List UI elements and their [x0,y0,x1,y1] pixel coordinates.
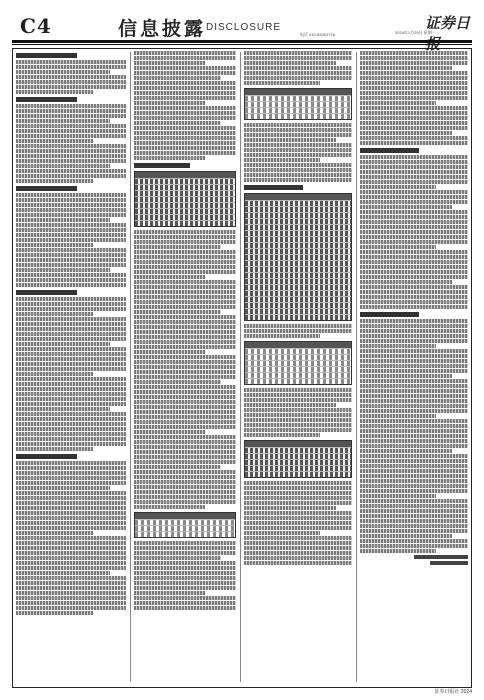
section-heading [16,454,77,459]
data-table [244,341,352,385]
signature-line [414,555,468,559]
section-heading [360,148,419,153]
page-number: C4 [20,14,52,38]
footer-note: 证券日报社 2024 [434,689,472,695]
section-heading [134,163,190,168]
column-divider [240,52,241,682]
masthead-rule-thin [12,44,472,45]
text-column-2 [134,50,236,611]
column-divider [356,52,357,682]
data-table [134,171,236,227]
issue-date: 2024年1月29日 星期一 [395,30,436,35]
section-heading [16,290,77,295]
text-column-4 [360,50,468,565]
section-title-en: DISCLOSURE [206,22,282,33]
section-heading [360,312,419,317]
hotline: 电话 010-83251716 [300,32,335,37]
text-column-1 [16,50,126,616]
section-heading [244,185,303,190]
data-table [244,193,352,321]
newspaper-logo: 证券日 [425,14,471,32]
section-title: 信息披露 [118,18,207,40]
data-table [244,440,352,478]
section-heading [16,186,77,191]
section-heading [16,97,77,102]
column-divider [130,52,131,682]
page-footer [12,688,472,696]
signature-date [430,561,468,565]
masthead [0,0,484,46]
data-table [134,512,236,538]
data-table [244,88,352,120]
text-column-3 [244,50,352,566]
masthead-rule [12,40,472,43]
section-heading [16,53,77,58]
